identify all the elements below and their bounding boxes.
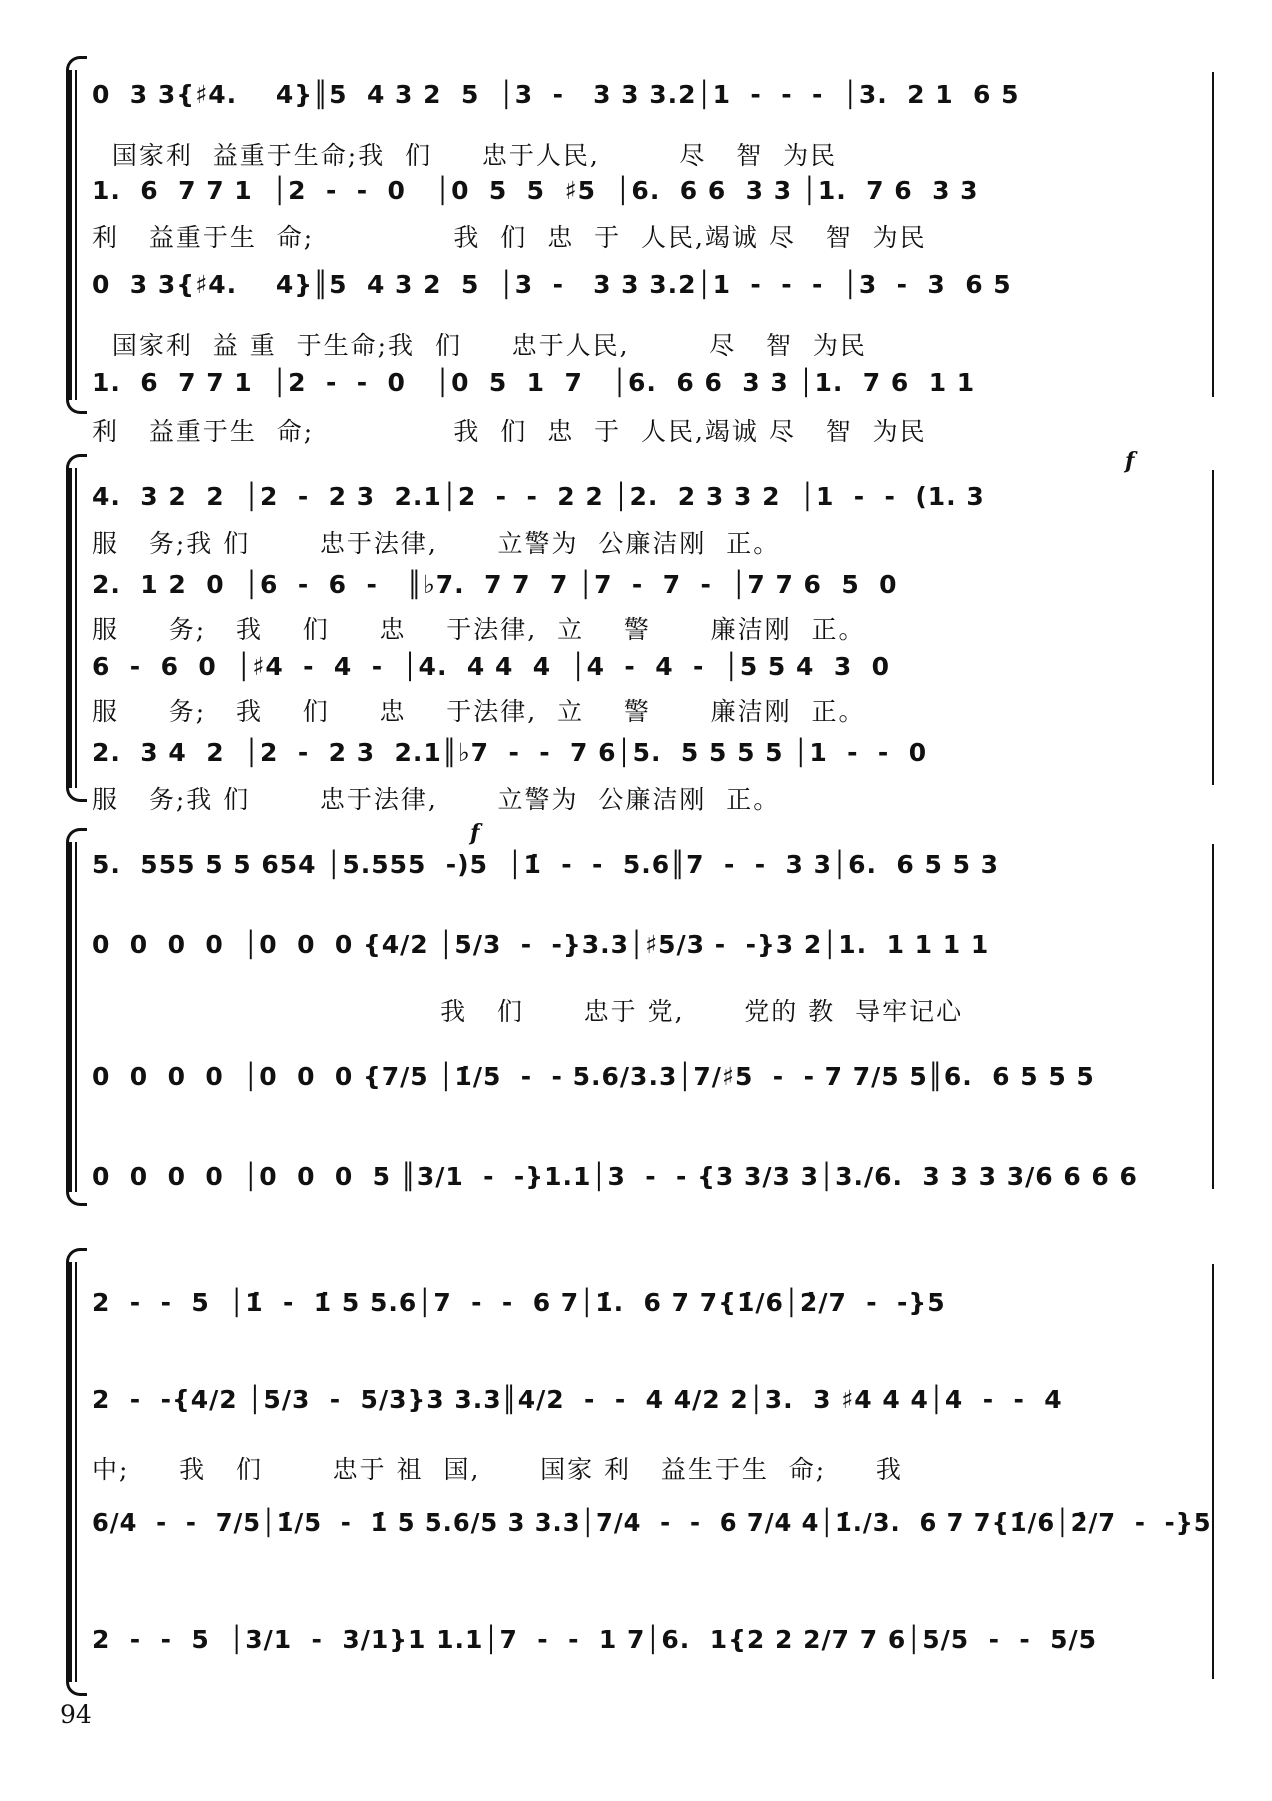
- notes-text: 0 3 3{♯4. 4}║5 4 3 2 5 │3 - 3 3 3.2│1 - - - │3. 2 1 6 5: [92, 80, 1020, 109]
- notes-text: 2. 3 4 2 │2 - 2 3 2.1║♭7 - - 7 6│5. 5 5 5 5 │1 - - 0: [92, 738, 928, 767]
- system-3-part-2-lyric: 我 们 忠于 党, 党的 教 导牢记心: [92, 997, 964, 1026]
- system-1-part-2-lyric: 利 益重于生 命; 我 们 忠 于 人民,竭诚 尽 智 为民: [92, 223, 927, 252]
- system-4-part-4-notes: [92, 1625, 1212, 1675]
- notes-text: 2 - -{4/2 │5/3 - 5/3}3 3.3║4/2 - - 4 4/2 2│3. 3 ♯4 4 4│4 - - 4: [92, 1385, 1063, 1414]
- system-1-part-1-notes: [92, 80, 1212, 130]
- notes-text: 2 - - 5 │1̇ - 1̇ 5 5.6│7 - - 6 7│1̇. 6 7 7{1̇/6│2̇/7 - -}5: [92, 1288, 946, 1317]
- notes-text: 4. 3 2 2 │2 - 2 3 2.1│2 - - 2 2 │2. 2 3 3 2 │1 - - (1. 3: [92, 482, 985, 511]
- notes-text: 2. 1 2 0 │6 - 6 - ║♭7. 7 7 7 │7 - 7 - │7 7 6 5 0: [92, 570, 898, 599]
- notes-text: 0 0 0 0 │0 0 0 {4/2 │5/3 - -}3.3│♯5/3 - -}3 2│1. 1 1 1 1: [92, 930, 990, 959]
- system-1-part-1-lyric: 国家利 益重于生命;我 们 忠于人民, 尽 智 为民: [92, 141, 838, 170]
- notes-text: 6 - 6 0 │♯4 - 4 - │4. 4 4 4 │4 - 4 - │5 5 4 3 0: [92, 652, 891, 681]
- notes-text: 2 - - 5 │3/1 - 3/1}1 1.1│7 - - 1 7│6. 1{2 2 2/7 7 6│5/5 - - 5/5: [92, 1625, 1098, 1654]
- system-1-part-4-lyric: 利 益重于生 命; 我 们 忠 于 人民,竭诚 尽 智 为民: [92, 417, 927, 446]
- system-1-part-4-notes: [92, 368, 1212, 418]
- system-3-part-3-notes: [92, 1062, 1212, 1112]
- system-1-part-3-notes: [92, 270, 1212, 320]
- system-4-part-2-lyric: 中; 我 们 忠于 祖 国, 国家 利 益生于生 命; 我: [92, 1455, 903, 1484]
- system-3-part-4-notes: [92, 1162, 1212, 1212]
- system-4-part-2-notes: [92, 1385, 1212, 1435]
- notes-text: 0 0 0 0 │0 0 0 {7/5 │1̇/5 - - 5.6/3.3│7/♯5 - - 7 7/5 5║6. 6 5 5 5: [92, 1062, 1095, 1091]
- system-2-part-2-lyric: 服 务; 我 们 忠 于法律, 立 警 廉洁刚 正。: [92, 615, 866, 644]
- system-2-part-3-lyric: 服 务; 我 们 忠 于法律, 立 警 廉洁刚 正。: [92, 697, 866, 726]
- notes-text: 5. 555 5 5 654 │5.555 -)5 │1̇ - - 5.6║7 - - 3 3│6. 6 5 5 3: [92, 850, 1000, 879]
- notes-text: 1. 6 7 7 1 │2 - - 0 │0 5 1 7 │6. 6 6 3 3 │1. 7 6 1 1: [92, 368, 976, 397]
- system-3-end-barline: [1212, 844, 1214, 1189]
- forte-marking-1: f: [1125, 448, 1135, 474]
- system-4-brace: [58, 1262, 78, 1682]
- system-3-brace: [58, 842, 78, 1192]
- system-2-end-barline: [1212, 470, 1214, 785]
- system-1-end-barline: [1212, 72, 1214, 397]
- system-2-brace: [58, 468, 78, 788]
- system-3-part-1-notes: [92, 850, 1212, 900]
- system-2-part-4-lyric: 服 务;我 们 忠于法律, 立警为 公廉洁刚 正。: [92, 785, 781, 814]
- notes-text: 0 0 0 0 │0 0 0 5 ║3/1 - -}1.1│3 - - {3 3/3 3│3./6. 3 3 3 3/6 6 6 6: [92, 1162, 1138, 1191]
- system-4-part-1-notes: [92, 1288, 1212, 1338]
- notes-text: 6/4 - - 7/5│1̇/5 - 1̇ 5 5.6/5 3 3.3│7/4 - - 6 7/4 4│1̇./3. 6 7 7{1̇/6│2̇/7 - -}5: [92, 1508, 1212, 1537]
- system-1-brace: [58, 70, 78, 400]
- system-4-end-barline: [1212, 1264, 1214, 1679]
- system-1-part-3-lyric: 国家利 益 重 于生命;我 们 忠于人民, 尽 智 为民: [92, 331, 867, 360]
- system-4-part-3-notes: [92, 1508, 1212, 1558]
- page-number: 94: [60, 1700, 92, 1729]
- system-3-part-2-notes: [92, 930, 1212, 980]
- forte-marking-2: f: [470, 820, 480, 846]
- system-2-part-1-lyric: 服 务;我 们 忠于法律, 立警为 公廉洁刚 正。: [92, 529, 781, 558]
- notes-text: 0 3 3{♯4. 4}║5 4 3 2 5 │3 - 3 3 3.2│1 - - - │3 - 3 6 5: [92, 270, 1012, 299]
- notes-text: 1. 6 7 7 1 │2 - - 0 │0 5 5 ♯5 │6. 6 6 3 3 │1. 7 6 3 3: [92, 176, 979, 205]
